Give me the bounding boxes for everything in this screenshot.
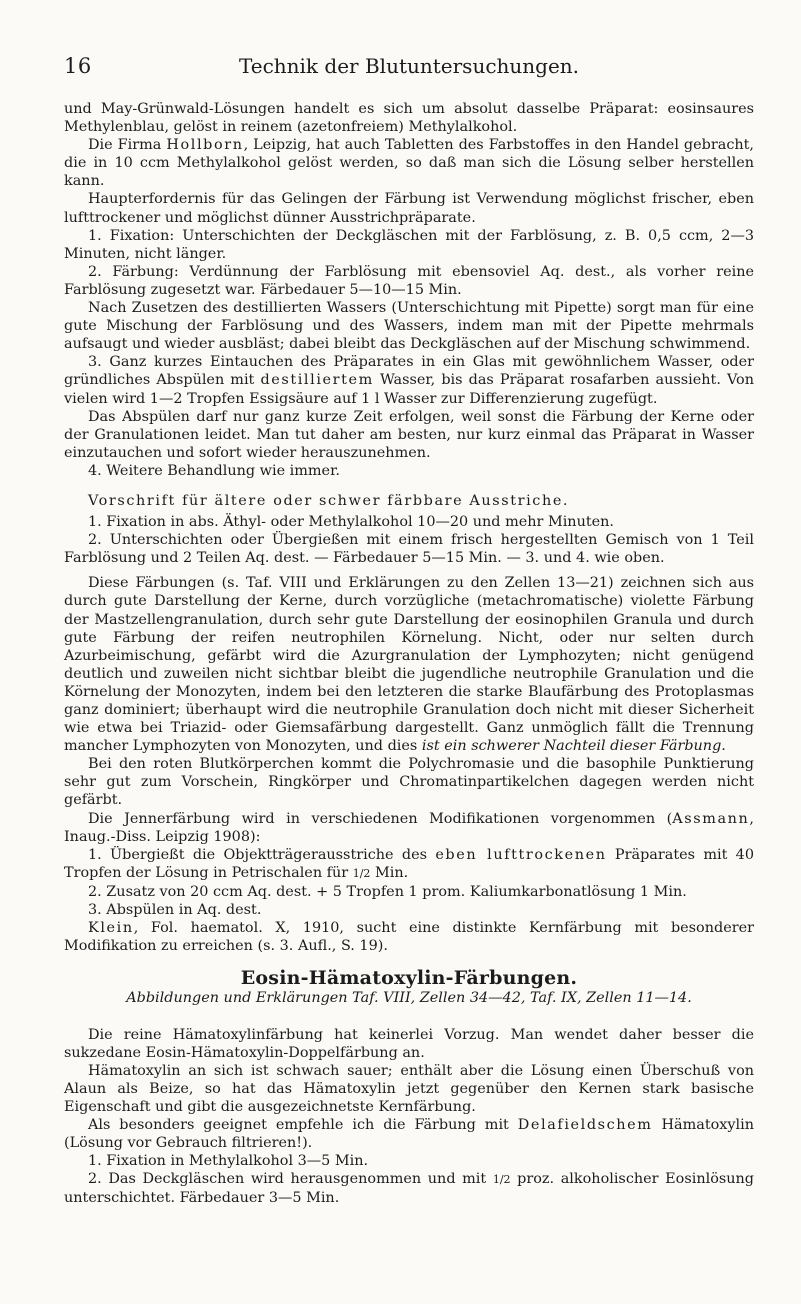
text-run: Hämatoxylin (Lösung vor Gebrauch filtrieren!). (64, 1116, 754, 1152)
page-body (64, 100, 754, 1207)
text-run: Min. (370, 864, 409, 881)
section-subtitle: Abbildungen und Erklärungen Taf. VIII, Zellen 34—42, Taf. IX, Zellen 11—14. (126, 990, 692, 1007)
paragraph (64, 846, 754, 883)
section-title: Eosin-Hämatoxylin-Färbungen. (240, 967, 578, 990)
paragraph: Nach Zusetzen des destillierten Wassers (Unterschichtung mit Pipette) sorgt man für eine gute Mischung der Farblösung und des Wassers, indem man mit der Pipette mehrmals aufsaugt und wieder ausbläst; dabei bleibt das Deckgläschen auf der Mischung schwimmend. (64, 300, 754, 353)
paragraph: Haupterfordernis für das Gelingen der Färbung ist Verwendung möglichst frischer, eben lufttrockener und möglichst dünner Ausstrichpräparate. (64, 191, 754, 226)
text-run: proz. alkoholischer Eosinlösung unterschichtet. Färbedauer 3—5 Min. (64, 1171, 754, 1207)
spaced-text: eben lufttrockenen (435, 846, 607, 863)
spaced-name: Hollborn (166, 137, 244, 154)
fraction: 1/2 (492, 1173, 511, 1187)
text-run: Präparates mit 40 Tropfen der Lösung in Petrischalen für (64, 846, 754, 881)
paragraph (64, 1116, 754, 1152)
text-run: , Leipzig, hat auch Tabletten des Farbstoffes in den Handel gebracht, die in 10 ccm Methylalkohol gelöst werden, so daß man sich die Lösung selber herstellen kann. (64, 137, 755, 190)
section-heading: Vorschrift für ältere oder schwer färbbare Ausstriche. (88, 492, 570, 509)
text-run: 2. Das Deckgläschen wird herausgenommen und mit (88, 1171, 493, 1188)
text-run: , Inaug.-Diss. Leipzig 1908): (64, 810, 754, 845)
spaced-name: Assmann (672, 810, 750, 827)
text-run: Wasser, bis das Präparat rosafarben aussieht. Von vielen wird 1—2 Tropfen Essigsäure auf 1 l Wasser zur Differenzierung zugefügt. (64, 372, 754, 407)
paragraph (64, 136, 754, 190)
text-run: Die Jennerfärbung wird in verschiedenen Modifikationen vorgenommen ( (88, 810, 673, 827)
paragraph: 2. Zusatz von 20 ccm Aq. dest. + 5 Tropfen 1 prom. Kaliumkarbonatlösung 1 Min. (88, 883, 687, 900)
spaced-word: destilliertem (260, 372, 374, 389)
running-title: Technik der Blutuntersuchungen. (238, 54, 580, 78)
text-run: 3. Ganz kurzes Eintauchen des Präparates in ein Glas mit gewöhnlichem Wasser, oder gründliches Abspülen mit (64, 354, 754, 389)
paragraph: Hämatoxylin an sich ist schwach sauer; enthält aber die Lösung einen Überschuß von Alaun als Beize, so hat das Hämatoxylin jetzt gegenüber den Kernen stark basische Eigenschaft und gibt die ausgezeichnetste Kernfärbung. (64, 1062, 754, 1115)
paragraph: Das Abspülen darf nur ganz kurze Zeit erfolgen, weil sonst die Färbung der Kerne oder der Granulationen leidet. Man tut daher am besten, nur kurz einmal das Präparat in Wasser einzutauchen und sofort wieder herauszunehmen. (64, 408, 754, 461)
text-run: Als besonders geeignet empfehle ich die Färbung mit (88, 1116, 518, 1133)
paragraph: 2. Färbung: Verdünnung der Farblösung mit ebensoviel Aq. dest., als vorher reine Farblösung zugesetzt war. Färbedauer 5—10—15 Min. (64, 263, 754, 298)
paragraph (64, 919, 754, 955)
spaced-name: Klein (88, 920, 134, 937)
paragraph: 1. Fixation in Methylalkohol 3—5 Min. (88, 1153, 369, 1170)
paragraph (64, 810, 754, 846)
text-run: Die Firma (88, 137, 167, 154)
text-run: , Fol. haematol. X, 1910, sucht eine distinkte Kernfärbung mit besonderer Modifikation zu erreichen (s. 3. Aufl., S. 19). (64, 920, 754, 955)
fraction: 1/2 (352, 866, 371, 880)
text-run: Diese Färbungen (s. Taf. VIII und Erklärungen zu den Zellen 13—21) zeichnen sich aus durch gute Darstellung der Kerne, durch vorzügliche (metachromatische) violette Färbung der Mastzellengranulation, durch sehr gute Darstellung der eosinophilen Granula und durch gute Färbung der reifen neutrophilen Körnelung. Nicht, oder nur selten durch Azurbeimischung, gefärbt wird die Azurgranulation der Lymphozyten; nicht genügend deutlich und zuweilen nicht sichtbar bleibt die jugendliche neutrophile Granulation und die Körnelung der Monozyten, indem bei den letzteren die starke Blaufärbung des Protoplasmas ganz dominiert; überhaupt wird die neutrophile Granulation doch nicht mit dieser Sicherheit wie etwa bei Triazid- oder Giemsafärbung dargestellt. Ganz unmöglich fällt die Trennung mancher Lymphozyten von Monozyten, und dies (64, 575, 754, 755)
paragraph: 1. Fixation: Unterschichten der Deckgläschen mit der Farblösung, z. B. 0,5 ccm, 2—3 Minuten, nicht länger. (64, 227, 754, 262)
italic-text: ist ein schwerer Nachteil dieser Färbung. (421, 738, 726, 755)
paragraph (64, 353, 754, 407)
paragraph: Die reine Hämatoxylinfärbung hat keinerlei Vorzug. Man wendet daher besser die sukzedane Eosin-Hämatoxylin-Doppelfärbung an. (64, 1026, 754, 1061)
paragraph (64, 1170, 754, 1207)
paragraph: Bei den roten Blutkörperchen kommt die Polychromasie und die basophile Punktierung sehr gut zum Vorschein, Ringkörper und Chromatinpartikelchen dagegen werden nicht gefärbt. (64, 756, 754, 809)
paragraph (64, 574, 754, 755)
paragraph: und May-Grünwald-Lösungen handelt es sich um absolut dasselbe Präparat: eosinsaures Methylenblau, gelöst in reinem (azetonfreiem) Methylalkohol. (64, 101, 754, 136)
paragraph: 3. Abspülen in Aq. dest. (88, 902, 262, 919)
paragraph: 1. Fixation in abs. Äthyl- oder Methylalkohol 10—20 und mehr Minuten. (88, 514, 614, 531)
spaced-name: Delafieldschem (517, 1116, 653, 1133)
paragraph: 4. Weitere Behandlung wie immer. (88, 462, 340, 479)
page-header (64, 54, 754, 84)
paragraph: 2. Unterschichten oder Übergießen mit einem frisch hergestellten Gemisch von 1 Teil Farblösung und 2 Teilen Aq. dest. — Färbedauer 5—15 Min. — 3. und 4. wie oben. (64, 532, 754, 567)
text-run: 1. Übergießt die Objektträgerausstriche des (88, 846, 436, 863)
page-number: 16 (64, 54, 92, 78)
